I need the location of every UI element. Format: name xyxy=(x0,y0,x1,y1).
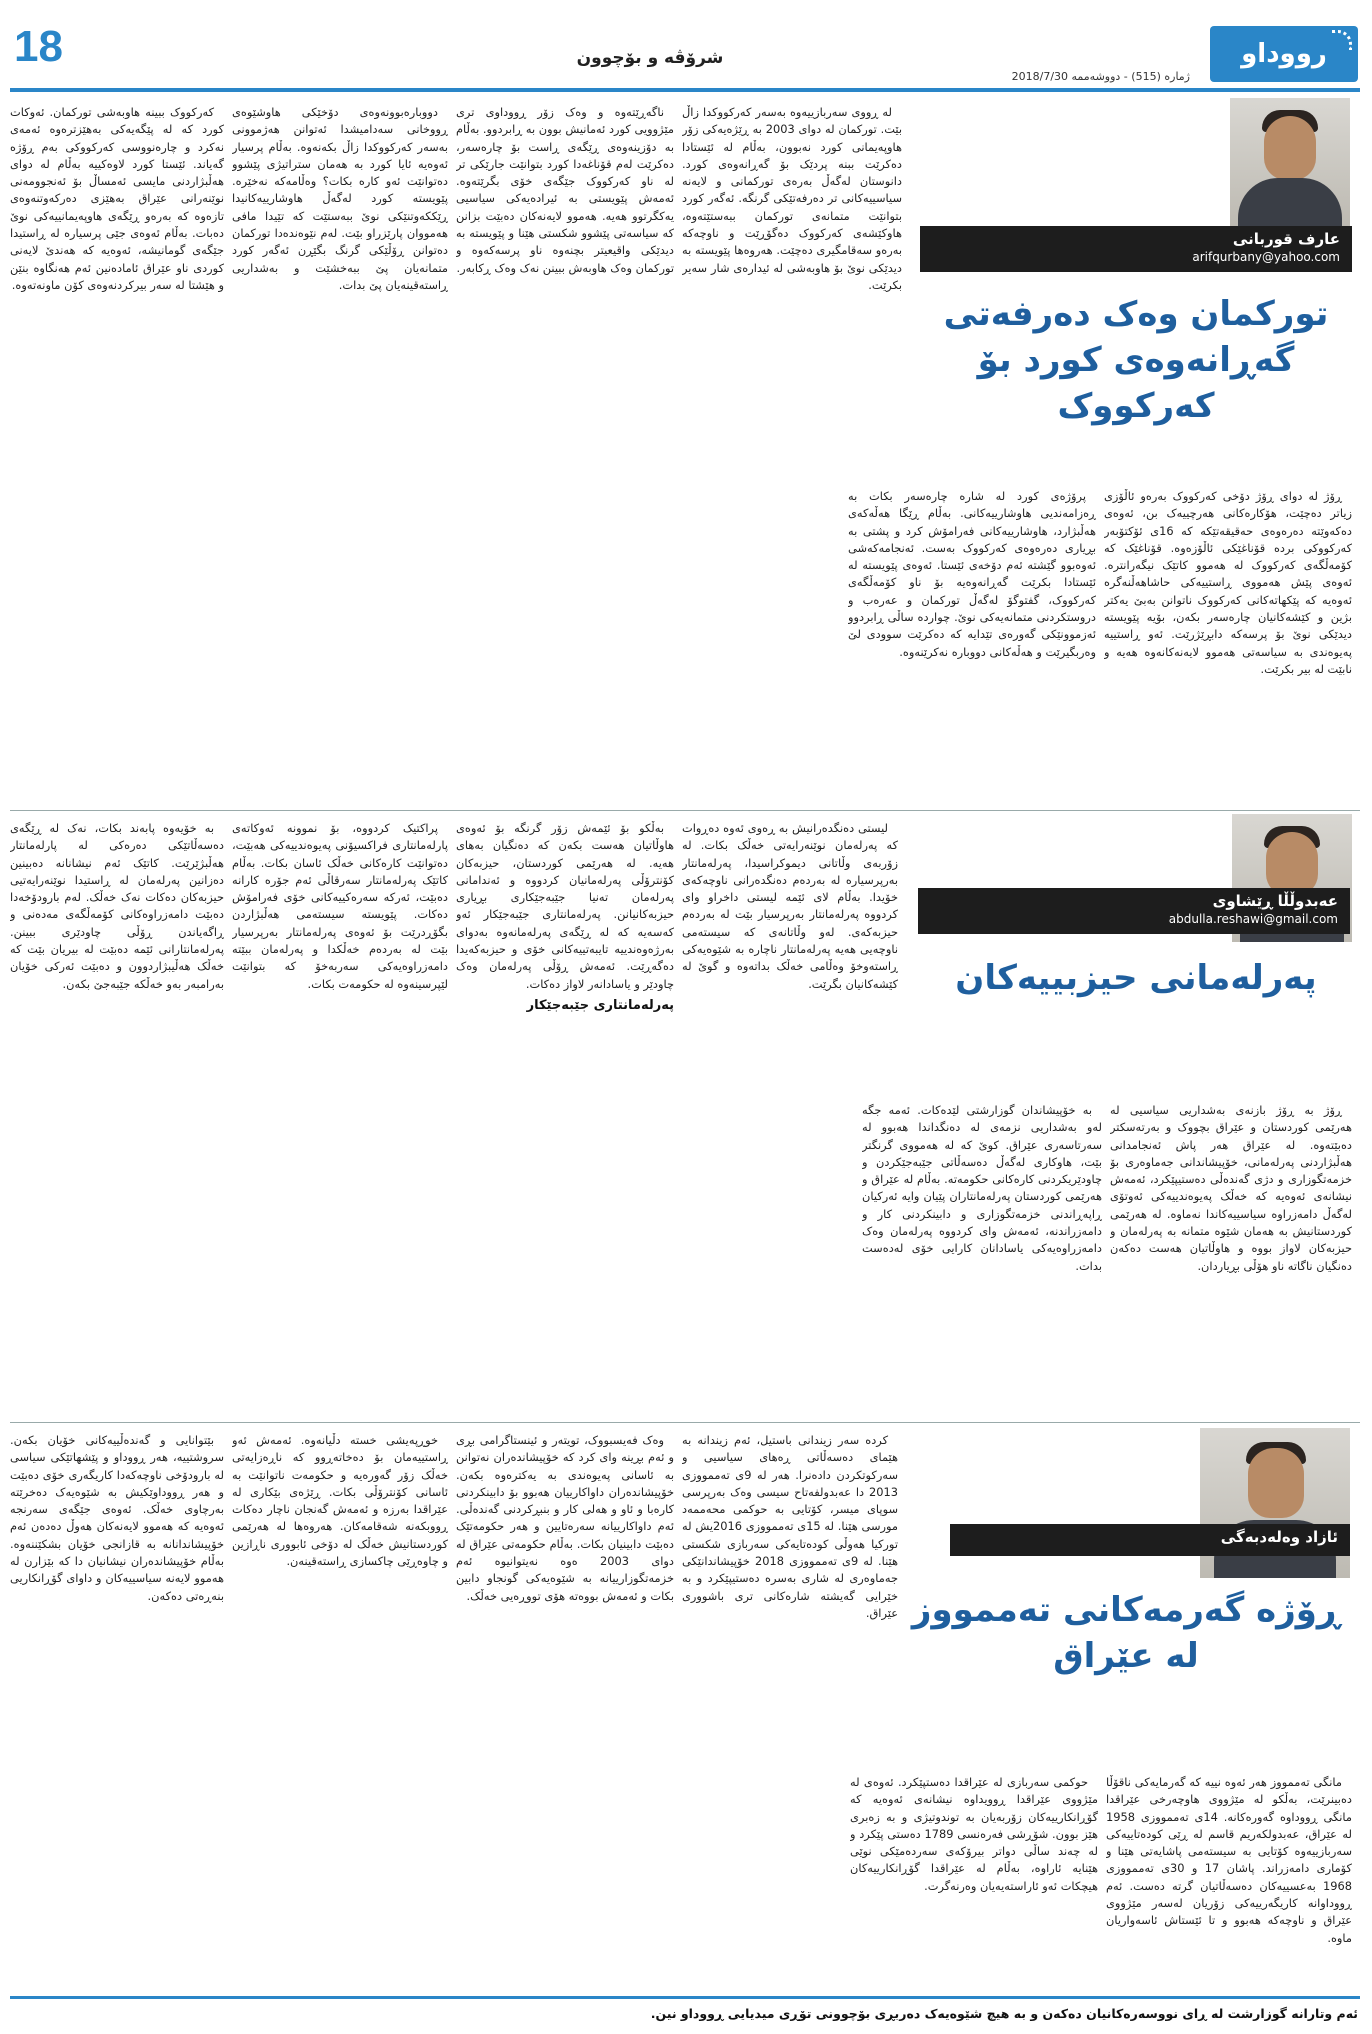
column-text: کەرکووک ببینە هاوبەشی تورکمان. ئەوکات کورد کە لە پێگەیەکی بەهێزترەوە ئەمەی نەکرد و چارەنووسی کەرکووکی بەم ڕۆژە گەیاند. ئێستا کورد لاوەکییە بەڵام لە دوای هەڵبژاردنی مایسی ئەمساڵ بۆ ئەنجوومەنی نوێنەرانی عێراق بەهێزی دەرکەوتنەوەی تازەوە کە بەرەو ڕێگەی هاوپەیمانییەکی نوێ دەبات. بەڵام ئەوەی جێی پرسیارە لە ڕاستیدا جێگەی گومانیشە، ئەوەیە کە هەندێ لایەنی کوردی ناو عێراق ئامادەنین ئەم هەنگاوە بنێن و هێشتا لە سەر بیرکردنەوەی کۆن ماونەتەوە. xyxy=(10,105,224,292)
column-text: بەڵکو بۆ ئێمەش زۆر گرنگە بۆ ئەوەی هاوڵاتیان هەست بکەن کە دەنگیان بەهای هەیە. لە هەرێمی کوردستان، حیزبەکان کۆنترۆڵی پەرلەمانیان کردووە و ئەندامانی پەرلەمان تەنیا جێبەجێکاری بڕیاری حیزبەکانیانن. پەرلەمانتاری جێبەجێکار ئەو کەسەیە کە لە ڕێگەی پەرلەمانەوە بەدوای بەرژەوەندییە تایبەتییەکانی خۆی و حیزبەکەیدا دەگەڕێت. ئەمەش ڕۆڵی پەرلەمان وەک چاودێر و یاسادانەر لاواز دەکات. xyxy=(456,821,674,991)
article-column xyxy=(1106,1774,1352,1982)
article-hot-days-july xyxy=(0,1424,1372,1988)
article-column xyxy=(232,1432,448,1982)
article-column xyxy=(232,104,448,800)
article-column xyxy=(10,1432,224,1982)
article-column xyxy=(1110,1102,1352,1412)
article-column xyxy=(1104,488,1352,800)
column-text: خوڕپەیشی خستە دڵیانەوە. ئەمەش ئەو ڕاستییەمان بۆ دەخاتەڕوو کە ناڕەزایەتی خەڵک زۆر گەورەیە و حکومەت ناتوانێت بە ئاسانی کۆنترۆڵی بکات. ڕێژەی بێکاری لە عێراقدا بەرزە و ئەمەش گەنجان ناچار دەکات ڕووبکەنە شەقامەکان. هەروەها لە هەرێمی کوردستانیش خەڵک لە دۆخی ئابووری ناڕازین و چاوەڕێی چاکسازی ڕاستەقینەن. xyxy=(232,1433,448,1569)
column-text: پرۆژەی کورد لە شارە چارەسەر بکات بە ڕەزامەندیی هاوشارییەکانی. بەڵام ڕێگا هەڵەکەی هەڵبژارد، هاوشارییەکانی فەرامۆش کرد و پشتی بە بڕیاری دەرەوەی کەرکووک بەست. ئەنجامەکەشی ئەوەبوو گێشتە ئەم دۆخەی ئێستا. ئەوەی پێویستە لە ئێستادا بکرێت گەڕانەوەیە بۆ ناو کۆمەڵگەی کەرکووک، گفتوگۆ لەگەڵ تورکمان و عەرەب و دروستکردنی متمانەیەکی نوێ. چواردە ساڵی ڕابردوو ئەزموونێکی گەورەی تێدایە کە دەکرێت سوودی لێ وەربگیرێت و هەڵەکانی دووبارە نەکرێنەوە. xyxy=(848,489,1096,659)
page-footer xyxy=(0,1996,1372,2034)
column-text: ناگەڕێتەوە و وەک زۆر ڕووداوی تری مێژوویی کورد ئەمانیش بوون بە ڕابردوو. بەڵام بە دۆزینەوەی ڕێگەی ڕاست بۆ چارەسەر، دەکرێت لەم قۆناغەدا کورد بتوانێت جارێکی تر لە ناو کەرکووک جێگەی خۆی بگرێتەوە. ئەمەش پێویستی بە ئیرادەیەکی سیاسیی یەکگرتوو هەیە. هەموو لایەنەکان دەبێت بزانن کە سیاسەتی پێشوو شکستی هێنا و پێویستە بە دیدێکی واقیعیتر بچنەوە ناو پرسەکەوە و تورکمان وەک هاوبەش ببینن نەک وەک ڕکابەر. xyxy=(456,105,674,275)
article-column xyxy=(456,1432,674,1982)
article-column xyxy=(10,820,224,1412)
logo-text: رووداو xyxy=(1241,39,1327,69)
author-bar xyxy=(950,1524,1350,1556)
article-column xyxy=(456,104,674,800)
article-column xyxy=(456,820,674,1412)
column-text: لە ڕووی سەربازییەوە بەسەر کەرکووکدا زاڵ بێت. تورکمان لە دوای 2003 بە ڕێژەیەکی زۆر هاوپەیمانی کورد نەبوون، بەڵام لە ئێستادا دەکرێت ببنە پردێک بۆ گەڕانەوەی کورد. دانوستان لەگەڵ بەرەی تورکمانی و لایەنە سیاسییەکانی تر دەرفەتێکی گرنگە. ئەگەر کورد بتوانێت متمانەی تورکمان ببەستێتەوە، هاوکێشەی کەرکووک دەگۆڕێت و ناوچەکە بەرەو سەقامگیری دەچێت. هەروەها پێویستە بە دیدێکی نوێ بۆ هاوبەشی لە ئیدارەی شار سەیر بکرێت. xyxy=(682,105,902,292)
column-text: بێتوانایی و گەندەڵییەکانی خۆیان بکەن. سروشتییە، هەر ڕووداو و پێشهاتێکی سیاسی لە بارودۆخی ناوچەکەدا کاریگەری خۆی دەبێت و هەر ڕووداوێکیش بە شێوەیەک دەخرێتە بەرچاوی خەڵک. ئەوەی جێگەی سەرنجە ئەوەیە کە هەموو لایەنەکان هەوڵ دەدەن ئەم خۆپیشاندانانە بە قازانجی خۆیان بشکێننەوە. بەڵام خۆپیشاندەران نیشانیان دا کە بێزارن لە هەموو لایەنە سیاسییەکان و داوای گۆڕانکاریی بنەڕەتی دەکەن. xyxy=(10,1433,224,1603)
rudaw-logo xyxy=(1210,26,1358,82)
section-divider xyxy=(10,810,1360,811)
header-rule xyxy=(10,88,1360,92)
column-text: وەک فەیسبووک، تویتەر و ئینستاگرامی بڕی و ئەم بڕینە وای کرد کە خۆپیشاندەران نەتوانن بە ئاسانی پەیوەندی بە یەکترەوە بکەن. خۆپیشاندەران داواکارییان هەبوو بۆ دابینکردنی کارەبا و ئاو و هەلی کار و بنبڕکردنی گەندەڵی. ئەم داواکارییانە سەرەتایین و هەر حکومەتێک دەبێت دابینیان بکات. بەڵام حکومەتی عێراق لە دوای 2003 ەوە نەیتوانیوە ئەم خزمەتگوزارییانە بە شێوەیەکی گونجاو دابین بکات و ئەمەش بووەتە هۆی تووڕەیی خەڵک. xyxy=(456,1433,674,1603)
author-bar xyxy=(920,226,1352,272)
column-text: ڕۆژ بە ڕۆژ بازنەی بەشداریی سیاسیی لە هەرێمی کوردستان و عێراق بچووک و بەرتەسکتر دەبێتەوە. لە عێراق هەر پاش ئەنجامدانی هەڵبژاردنی پەرلەمانی، خۆپیشاندانی جەماوەری بۆ خزمەتگوزاری و دژی گەندەڵی دەستیپێکرد، ئەمەش نیشانەی ئەوەیە کە خەڵک پەیوەندییەکی ئەوتۆی لەگەڵ دامەزراوە سیاسییەکاندا نەماوە. لە هەرێمی کوردستانیش بە هەمان شێوە متمانە بە پەرلەمان و حیزبەکان لاواز بووە و هاوڵاتیان هەست دەکەن دەنگیان ناگاتە ناو هۆڵی بڕیاردان. xyxy=(1110,1103,1352,1273)
section-title: شرۆڤە و بۆچوون xyxy=(576,48,724,68)
page-header xyxy=(0,0,1372,96)
column-text: بە خۆپیشاندان گوزارشتی لێدەکات. ئەمە جگە لەو بەشداریی نزمەی لە دەنگداندا هەبوو لە سەرتاسەری عێراق. کوێ کە لە هەمووی گرنگتر بێت، هاوکاری لەگەڵ دەسەڵاتی جێبەجێکردن و چاودێریکردنی کارەکانی حکومەتە. بەڵام لە عێراق و هەرێمی کوردستان پەرلەمانتاران پێیان وایە ئەرکیان ڕاپەڕاندنی خزمەتگوزاری و دابینکردنی کار و دامەزراندنە، ئەمەش وای کردووە پەرلەمان وەک دامەزراوەیەکی یاسادانان کارایی خۆی لەدەست بدات. xyxy=(862,1103,1102,1273)
issue-date-line: ژمارە (515) - دووشەممە 2018/7/30 xyxy=(1011,70,1190,83)
author-email[interactable]: arifqurbany@yahoo.com xyxy=(1192,250,1340,264)
column-text: حوکمی سەربازی لە عێراقدا دەستپێکرد. ئەوەی لە مێژووی عێراقدا ڕوویداوە نیشانەی ئەوەیە کە گۆڕانکارییەکان زۆربەیان بە توندوتیژی و بە زەبری هێز بوون. شۆڕشی فەرەنسی 1789 دەستی پێکرد و لە چەند ساڵی دواتر بیرۆکەی سەردەمێکی نوێی هێنایە ئاراوە، بەڵام لە عێراقدا گۆڕانکارییەکان هیچکات ئەو ئاراستەیەیان وەرنەگرت. xyxy=(850,1775,1098,1893)
author-name: ئازاد وەلەدبەگی xyxy=(1220,1528,1338,1546)
footer-rule xyxy=(10,1996,1360,1999)
article-subhead: پەرلەمانتاری جێبەجێکار xyxy=(526,997,674,1013)
column-text: مانگی تەممووز هەر ئەوە نییە کە گەرمایەکی ناقۆڵا دەبینرێت، بەڵکو لە مێژووی هاوچەرخی عێراقدا مانگی ڕووداوە گەورەکانە. 14ی تەممووزی 1958 لە عێراق، عەبدولکەریم قاسم لە ڕێی کودەتاییەکی سەربازییەوە کۆتایی بە سیستەمی پاشایەتی هێنا و کۆماری دامەزراند. پاشان 17 و 30ی تەممووزی 1968 بەعسییەکان دەسەڵاتیان گرتە دەست. ئەم ڕووداوانە کاریگەرییەکی زۆریان لەسەر مێژووی عێراق و ناوچەکە هەبوو و تا ئێستاش ئاسەواریان ماوە. xyxy=(1106,1775,1352,1945)
author-bar xyxy=(918,888,1350,934)
article-column xyxy=(682,1432,898,1982)
article-column xyxy=(682,104,902,800)
signal-icon xyxy=(1332,30,1352,50)
section-divider xyxy=(10,1422,1360,1423)
column-text: بە خۆیەوە پابەند بکات، نەک لە ڕێگەی دەسەڵاتێکی دەرەکی لە پارلەمانتار هەڵبژێرێت. کاتێک ئەم نیشانانە دەبینین دەزانین پەرلەمان لە ڕاستیدا نوێنەرایەتیی حیزبەکان دەکات نەک خەڵک. لەم بارودۆخەدا دەبێت دامەزراوەکانی کۆمەڵگەی مەدەنی و ڕاگەیاندن ڕۆڵی چاودێری ببینن. پەرلەمانتارانی ئێمە دەبێت لە بیریان بێت کە خەڵک هەڵیبژاردوون و دەبێت ئەرکی خۆیان بەرامبەر بەو خەڵکە جێبەجێ بکەن. xyxy=(10,821,224,991)
article-headline: ڕۆژە گەرمەکانی تەممووز لە عێراق xyxy=(911,1590,1341,1676)
author-name: عارف قوربانی xyxy=(1232,230,1340,248)
article-column xyxy=(862,1102,1102,1412)
page-number: 18 xyxy=(14,22,63,71)
author-name: عەبدوڵڵا ڕێشاوی xyxy=(1212,892,1338,910)
author-photo xyxy=(1230,98,1350,226)
column-text: ڕۆژ لە دوای ڕۆژ دۆخی کەرکووک بەرەو ئاڵۆزی زیاتر دەچێت، هۆکارەکانی هەرچییەک بن، ئەوەی دەکەوێتە دەرەوەی حەقیقەتێکە کە 16ی ئۆکتۆبەر کەرکووکی بردە قۆناغێکی ئاڵۆزەوە. قۆناغێک کە کۆمەڵگەی کەرکووک لە هەموو کاتێک نیگەرانترە. ئەوەی پێش هەمووی ڕاستییەکی حاشاهەڵنەگرە ئەوەیە کە پێکهاتەکانی کەرکووک ناتوانن بەبێ یەکتر بژین و کێشەکانیان چارەسەر بکەن، بۆیە پێویستە دیدێکی نوێ بۆ پرسەکە دابڕێژرێت. ئەو ڕاستییە پەیوەندی بە سیاسەتی هەموو لایەنەکانەوە هەیە و نابێت لە بیر بکرێت. xyxy=(1104,489,1352,676)
article-partisan-parliaments xyxy=(0,812,1372,1420)
article-column xyxy=(10,104,224,800)
column-text: لیستی دەنگدەرانیش بە ڕەوی ئەوە دەڕوات کە پەرلەمان نوێنەرایەتی خەڵک بکات. لە زۆربەی وڵاتانی دیموکراسیدا، پەرلەمانتار بەرپرسیارە لە بەردەم دەنگدەرانی ناوچەکەی خۆیدا. بەڵام لای ئێمە لیستی داخراو وای کردووە پەرلەمانتار بەرپرسیار بێت لە بەردەم حیزبەکەی. لەو وڵاتانەی کە سیستەمی ناوچەیی هەیە پەرلەمانتار ناچارە بە شێوەیەکی ڕاستەوخۆ وەڵامی خەڵک بداتەوە و گوێ لە کێشەکانیان بگرێت. xyxy=(682,821,898,991)
article-turkmen-kirkuk xyxy=(0,96,1372,808)
article-headline: تورکمان وەک دەرفەتی گەڕانەوەی کورد بۆ کەرکووک xyxy=(943,294,1329,426)
column-text: پراکتیک کردووە، بۆ نموونە ئەوکاتەی پارلەمانتاری فراکسیۆنی پەیوەندییەکی هەبێت، دەتوانێت کارەکانی خەڵک ئاسان بکات. بەڵام کاتێک پەرلەمانتار سەرقاڵی ئەم جۆرە کارانە دەبێت، ئەرکە سەرەکییەکانی خۆی فەرامۆش دەکات. پێویستە سیستەمی هەڵبژاردن بگۆڕدرێت بۆ ئەوەی پەرلەمانتار بەرپرسیار بێت لە بەردەم خەڵکدا و پەرلەمان ببێتە دامەزراوەیەکی سەربەخۆ کە بتوانێت لێپرسینەوە لە حکومەت بکات. xyxy=(232,821,448,991)
column-text: دووبارەبوونەوەی دۆخێکی هاوشێوەی ڕووخانی سەدامیشدا ئەتوانن هەژموونی بەسەر کەرکووکدا زاڵ بکەنەوە. بەڵام پرسیار ئەوەیە ئایا کورد بە هەمان ستراتیژی پێشوو دەتوانێت ئەو کارە بکات؟ وەڵامەکە نەخێرە. پێویستە کورد لەگەڵ هاوشارییەکانیدا ڕێککەوتنێکی نوێ ببەستێت کە تێیدا مافی هەمووان پارێزراو بێت. لەم نێوەندەدا تورکمان دەتوانن ڕۆڵێکی گرنگ بگێڕن ئەگەر کورد متمانەیان پێ ببەخشێت و بەشداریی ڕاستەقینەیان پێ بدات. xyxy=(232,105,448,292)
author-email[interactable]: abdulla.reshawi@gmail.com xyxy=(1168,912,1338,926)
column-text: کردە سەر زیندانی باستیل، ئەم زیندانە بە هێمای دەسەڵاتی ڕەهای سیاسیی و سەرکوتکردن دادەنرا. هەر لە 9ی تەممووزی 2013 دا عەبدولفەتاح سیسی وەک بەرپرسی سوپای میسر، کۆتایی بە حوکمی محەممەد مورسی هێنا. لە 15ی تەممووزی 2016یش لە تورکیا هەوڵی کودەتایەکی سەربازی شکستی هێنا. لە 9ی تەممووزی 2018 خۆپیشاندانێکی جەماوەری لە شاری بەسرە دەستیپێکرد و بە خێرایی گەیشتە شارەکانی تری باشووری عێراق. xyxy=(682,1433,898,1620)
footer-disclaimer: ئەم وتارانە گوزارشت لە ڕای نووسەرەکانیان دەکەن و بە هیچ شێوەیەک دەربڕی بۆچوونی تۆڕی میدیایی ڕووداو نین. xyxy=(650,2006,1358,2021)
article-column xyxy=(232,820,448,1412)
article-column xyxy=(682,820,898,1412)
article-headline: پەرلەمانی حیزبییەکان xyxy=(955,958,1317,998)
